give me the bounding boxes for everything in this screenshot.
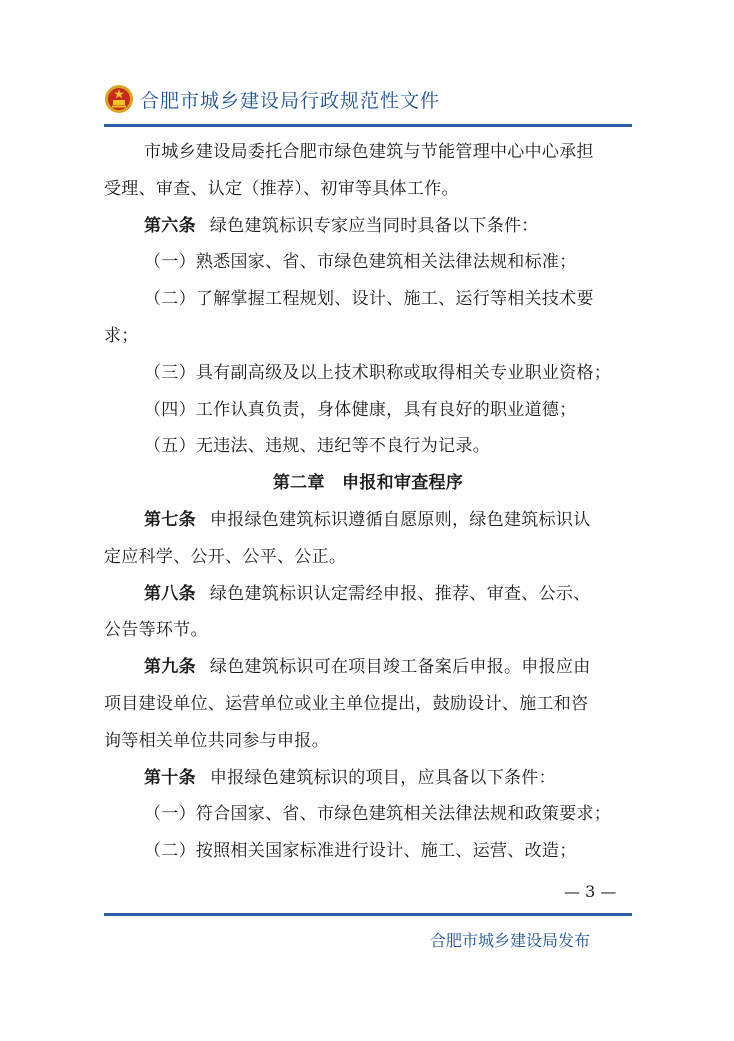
list-item: （二）了解掌握工程规划、设计、施工、运行等相关技术要 bbox=[144, 289, 594, 310]
paragraph-line: 市城乡建设局委托合肥市绿色建筑与节能管理中心中心承担 bbox=[144, 142, 594, 162]
list-item: （二）按照相关国家标准进行设计、施工、运营、改造； bbox=[144, 841, 577, 862]
national-emblem-icon bbox=[104, 84, 134, 114]
article-text: 申报绿色建筑标识遵循自愿原则，绿色建筑标识认 bbox=[209, 509, 591, 530]
document-header bbox=[104, 82, 440, 116]
paragraph-line: 定应科学、公开、公平、公正。 bbox=[104, 546, 347, 567]
list-item: （四）工作认真负责，身体健康，具有良好的职业道德； bbox=[144, 399, 577, 420]
paragraph-line: 受理、审查、认定（推荐）、初审等具体工作。 bbox=[104, 178, 459, 199]
article-text: 绿色建筑标识认定需经申报、推荐、审查、公示、 bbox=[209, 583, 591, 604]
list-item-continuation: 求； bbox=[104, 325, 139, 346]
paragraph-line: 公告等环节。 bbox=[104, 620, 208, 641]
list-item: （五）无违法、违规、违纪等不良行为记录。 bbox=[144, 436, 490, 457]
header-divider bbox=[104, 124, 632, 127]
list-item: （一）熟悉国家、省、市绿色建筑相关法律法规和标准； bbox=[144, 252, 577, 273]
article-text: 申报绿色建筑标识的项目，应具备以下条件： bbox=[209, 767, 556, 788]
article-10 bbox=[104, 760, 632, 797]
footer-divider bbox=[104, 913, 632, 916]
paragraph-line: 询等相关单位共同参与申报。 bbox=[104, 730, 329, 751]
list-item: （三）具有副高级及以上技术职称或取得相关专业职业资格； bbox=[144, 362, 612, 383]
article-7 bbox=[104, 502, 632, 539]
article-label: 第六条 bbox=[144, 215, 196, 236]
header-title: 合肥市城乡建设局行政规范性文件 bbox=[140, 89, 441, 112]
article-6 bbox=[104, 208, 632, 245]
article-8 bbox=[104, 576, 632, 613]
article-text: 绿色建筑标识专家应当同时具备以下条件： bbox=[209, 215, 539, 236]
document-body bbox=[104, 134, 632, 870]
page-number: — 3 — bbox=[564, 882, 617, 901]
article-label: 第七条 bbox=[144, 509, 196, 530]
article-label: 第十条 bbox=[144, 767, 196, 788]
article-text: 绿色建筑标识可在项目竣工备案后申报。申报应由 bbox=[209, 657, 591, 678]
article-9 bbox=[104, 649, 632, 686]
article-label: 第八条 bbox=[144, 583, 196, 604]
paragraph-line: 项目建设单位、运营单位或业主单位提出，鼓励设计、施工和咨 bbox=[104, 693, 589, 714]
chapter-heading: 第二章 申报和审查程序 bbox=[272, 473, 464, 494]
footer-publisher: 合肥市城乡建设局发布 bbox=[430, 931, 591, 950]
article-label: 第九条 bbox=[144, 657, 196, 678]
list-item: （一）符合国家、省、市绿色建筑相关法律法规和政策要求； bbox=[144, 804, 612, 825]
